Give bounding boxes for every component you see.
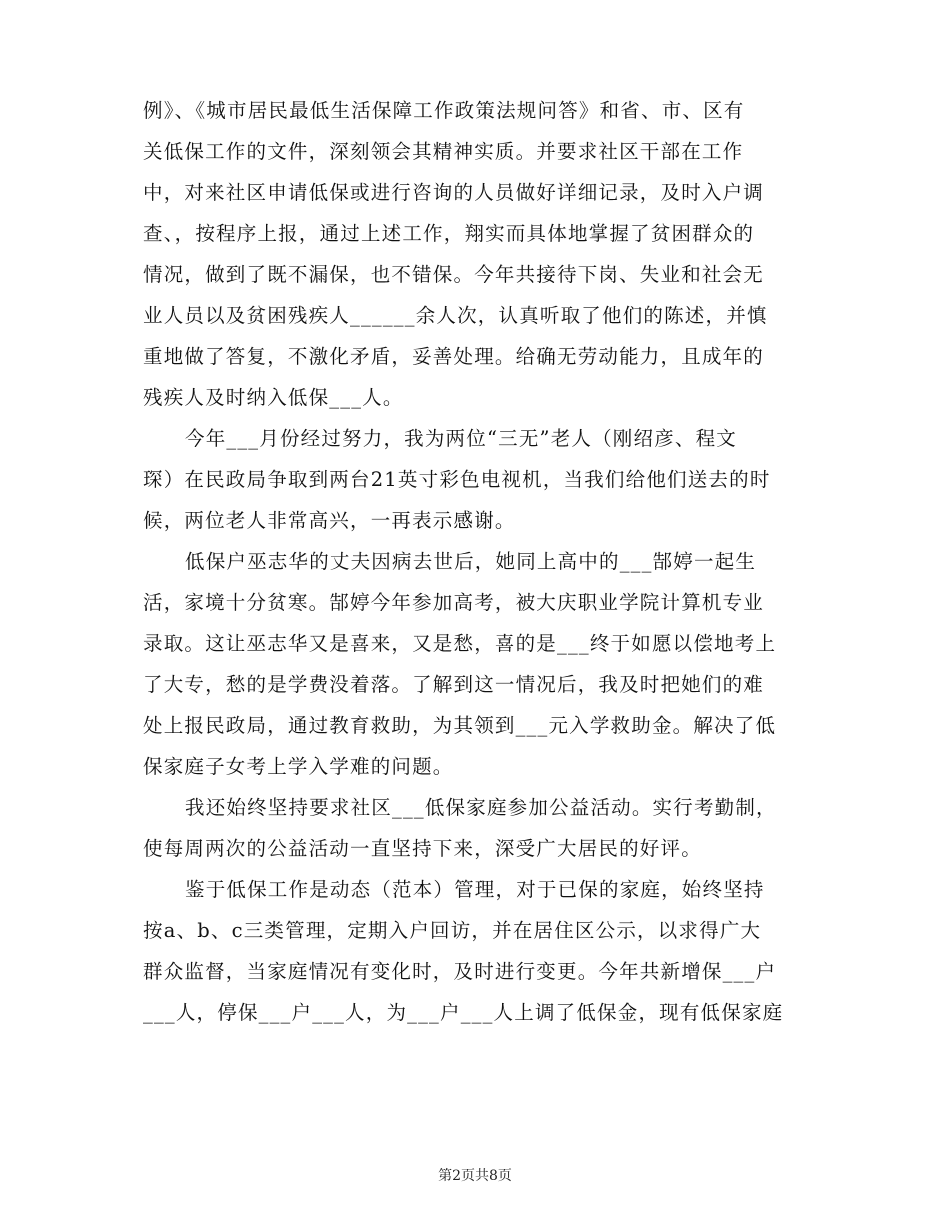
text-line: 今年___月份经过努力，我为两位“三无”老人（刚绍彦、程文 — [185, 427, 737, 450]
text-line: 关低保工作的文件，深刻领会其精神实质。并要求社区干部在工作 — [143, 140, 744, 163]
text-line: 我还始终坚持要求社区___低保家庭参加公益活动。实行考勤制， — [185, 796, 777, 819]
document-body — [143, 90, 807, 1033]
text-line: 残疾人及时纳入低保___人。 — [143, 386, 404, 409]
text-line: 查、，按程序上报，通过上述工作，翔实而具体地掌握了贫困群众的 — [143, 222, 755, 245]
text-line: 琛）在民政局争取到两台21英寸彩色电视机，当我们给他们送去的时 — [143, 468, 771, 491]
text-line: 了大专，愁的是学费没着落。了解到这一情况后，我及时把她们的难 — [143, 673, 765, 696]
text-line: 中，对来社区申请低保或进行咨询的人员做好详细记录，及时入户调 — [143, 181, 765, 204]
text-line: 鉴于低保工作是动态（范本）管理，对于已保的家庭，始终坚持 — [185, 878, 765, 901]
text-line: 按a、b、c三类管理，定期入户回访，并在居住区公示，以求得广大 — [143, 919, 762, 942]
text-line: 使每周两次的公益活动一直坚持下来，深受广大居民的好评。 — [143, 837, 702, 860]
text-line: 重地做了答复，不激化矛盾，妥善处理。给确无劳动能力，且成年的 — [143, 345, 765, 368]
text-line: 低保户巫志华的丈夫因病去世后，她同上高中的___郜婷一起生 — [185, 550, 757, 573]
text-line: 群众监督，当家庭情况有变化时，及时进行变更。今年共新增保___户 — [143, 960, 777, 983]
text-line: 业人员以及贫困残疾人______余人次，认真听取了他们的陈述，并慎 — [143, 304, 768, 327]
text-line: 活，家境十分贫寒。郜婷今年参加高考，被大庆职业学院计算机专业 — [143, 591, 765, 614]
text-line: 候，两位老人非常高兴，一再表示感谢。 — [143, 509, 516, 532]
text-line: ___人，停保___户___人，为___户___人上调了低保金，现有低保家庭 — [143, 1001, 784, 1024]
text-line: 情况，做到了既不漏保，也不错保。今年共接待下岗、失业和社会无 — [143, 263, 765, 286]
text-line: 例》、《城市居民最低生活保障工作政策法规问答》和省、市、区有 — [143, 99, 745, 122]
text-line: 保家庭子女考上学入学难的问题。 — [143, 755, 454, 778]
text-line: 处上报民政局，通过教育救助，为其领到___元入学救助金。解决了低 — [143, 714, 777, 737]
text-line: 录取。这让巫志华又是喜来，又是愁，喜的是___终于如愿以偿地考上 — [143, 632, 777, 655]
page-footer: 第2页共8页 — [438, 1168, 512, 1184]
